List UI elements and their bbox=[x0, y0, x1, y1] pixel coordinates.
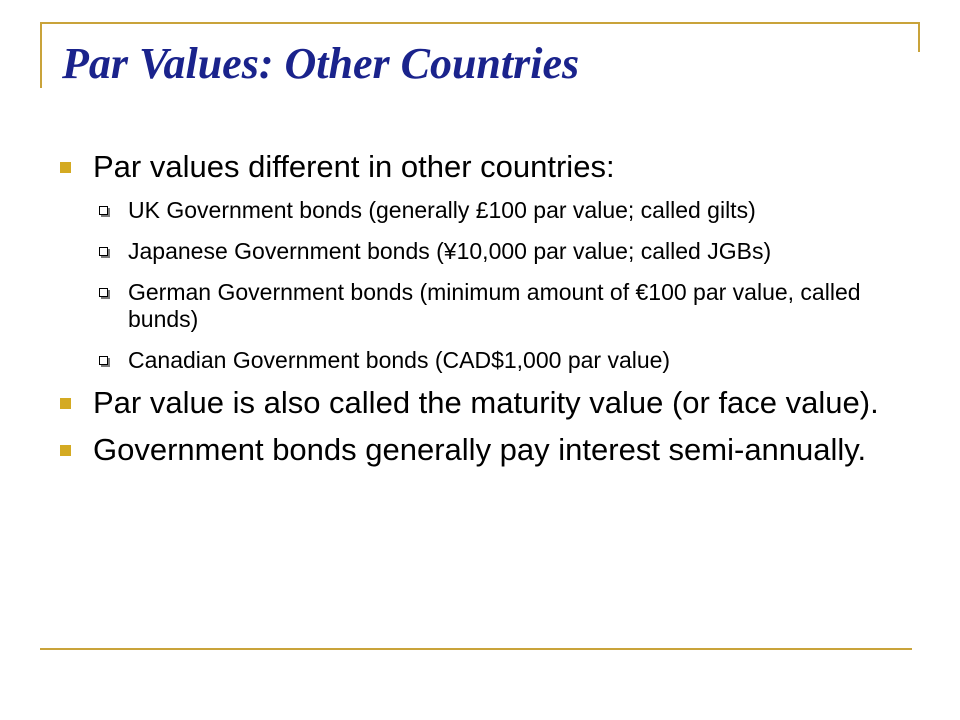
sub-bullet-text: Canadian Government bonds (CAD$1,000 par value) bbox=[128, 347, 671, 373]
sub-bullet-item bbox=[93, 279, 890, 333]
bullet-item bbox=[60, 431, 890, 468]
bullet-list bbox=[60, 148, 890, 468]
sub-bullet-text: UK Government bonds (generally £100 par value; called gilts) bbox=[128, 197, 756, 223]
slide-title: Par Values: Other Countries bbox=[62, 39, 580, 88]
bottom-divider bbox=[40, 648, 912, 650]
sub-bullet-item bbox=[93, 238, 890, 265]
bullet-text: Government bonds generally pay interest semi-annually. bbox=[93, 432, 867, 467]
hollow-square-bullet-icon bbox=[99, 356, 108, 365]
sub-bullet-item bbox=[93, 197, 890, 224]
right-divider bbox=[918, 22, 920, 52]
bullet-item bbox=[60, 384, 890, 421]
hollow-square-bullet-icon bbox=[99, 206, 108, 215]
bullet-text: Par value is also called the maturity value (or face value). bbox=[93, 385, 879, 420]
top-divider bbox=[40, 22, 920, 24]
left-divider bbox=[40, 22, 42, 88]
bullet-text: Par values different in other countries: bbox=[93, 149, 615, 184]
sub-bullet-list bbox=[93, 197, 890, 374]
sub-bullet-text: Japanese Government bonds (¥10,000 par value; called JGBs) bbox=[128, 238, 772, 264]
sub-bullet-text: German Government bonds (minimum amount of €100 par value, called bunds) bbox=[128, 279, 861, 332]
sub-bullet-item bbox=[93, 347, 890, 374]
square-bullet-icon bbox=[60, 445, 71, 456]
square-bullet-icon bbox=[60, 162, 71, 173]
bullet-item bbox=[60, 148, 890, 374]
hollow-square-bullet-icon bbox=[99, 247, 108, 256]
square-bullet-icon bbox=[60, 398, 71, 409]
hollow-square-bullet-icon bbox=[99, 288, 108, 297]
